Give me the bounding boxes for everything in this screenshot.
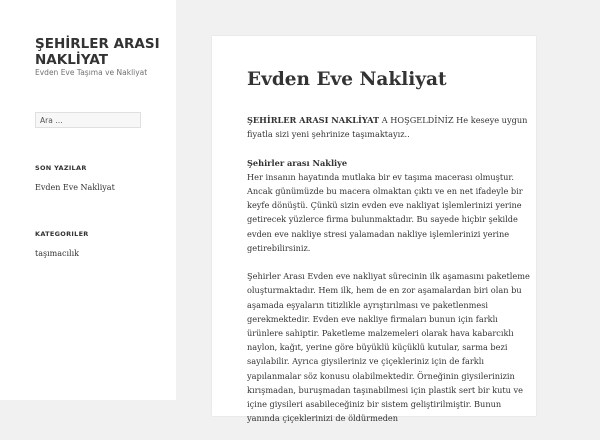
categories-title: KATEGORILER	[35, 230, 89, 238]
intro-paragraph	[247, 113, 530, 141]
recent-post-link[interactable]: Evden Eve Nakliyat	[35, 183, 115, 192]
site-title-link[interactable]: ŞEHİRLER ARASI NAKLİYAT	[35, 36, 160, 68]
intro-bold-text: ŞEHİRLER ARASI NAKLİYAT	[247, 115, 380, 125]
category-link[interactable]: taşımacılık	[35, 249, 80, 258]
post-title: Evden Eve Nakliyat	[247, 69, 447, 90]
paragraph-1-text: Her insanın hayatında mutlaka bir ev taşıma macerası olmuştur. Ancak günümüzde bu macera olmaktan çıktı ve en net ifadeyle bir keyfe dönüştü. Çünkü sizin evden eve nakliyat işlemlerinizi yerine getirecek yüzlerce firma bulunmaktadır. Bu sayede hiçbir şekilde evden eve nakliye stresi yalamadan nakliye işlemlerinizi yerine getirebilirsiniz.	[247, 171, 523, 253]
post-content	[247, 113, 530, 440]
sidebar	[0, 0, 176, 400]
section-paragraph	[247, 156, 530, 255]
recent-posts-title: SON YAZILAR	[35, 164, 87, 172]
section-heading: Şehirler arası Nakliye	[247, 157, 348, 168]
post-article	[212, 36, 536, 424]
intro-text: A HOŞGELDİNİZ He keseye uygun fiyatla sizi yeni şehrinize taşımaktayız..	[247, 115, 528, 140]
search-input[interactable]	[35, 112, 141, 128]
site-description: Evden Eve Taşıma ve Nakliyat	[35, 68, 148, 77]
paragraph-2: Şehirler Arası Evden eve nakliyat sürecinin ilk aşamasını paketleme oluşturmaktadır. Hem ilk, hem de en zor aşamalardan biri olan bu aşamada eşyaların titizlikle ayrıştırılması ve paketlenmesi gerekmektedir. Evden eve nakliye firmaları bunun için farklı ürünlere sahiptir. Paketleme malzemeleri olarak hava kabarcıklı naylon, kağıt, yerine göre büyüklü küçüklü kutular, sarma bezi sayılabilir. Ayrıca giysileriniz ve çiçekleriniz için de farklı yapılanmalar söz konusu olabilmektedir. Örneğinin giysilerinizin kırışmadan, buruşmadan taşınabilmesi için plastik sert bir kutu ve içine giysileri asabileceğiniz bir sistem geliştirilmiştir. Bunun yanında çiçeklerinizi de öldürmeden	[247, 271, 530, 424]
